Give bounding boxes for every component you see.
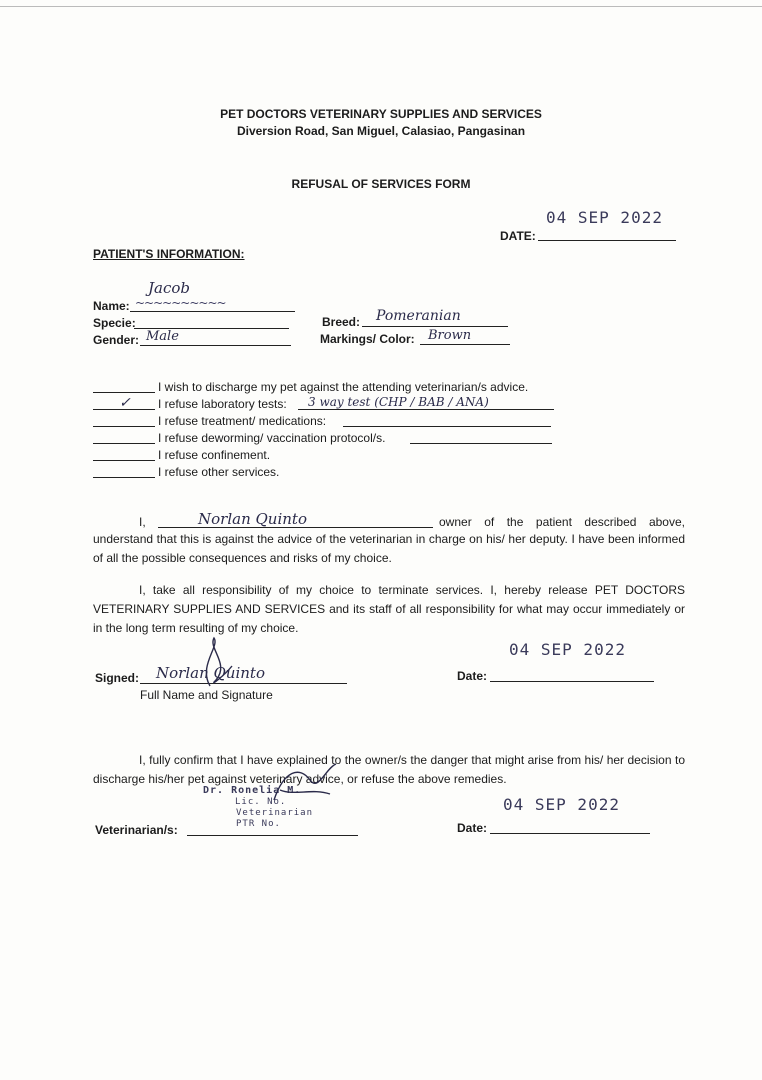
option-text: I refuse other services. xyxy=(158,465,280,479)
name-value: Jacob xyxy=(148,279,190,297)
breed-label: Breed: xyxy=(322,315,361,329)
signed-line xyxy=(140,683,347,684)
gender-line xyxy=(140,345,291,346)
option-row xyxy=(93,431,563,448)
options-list xyxy=(93,380,563,482)
breed-value: Pomeranian xyxy=(376,308,461,324)
gender-label: Gender: xyxy=(93,333,140,347)
scan-edge-line xyxy=(0,6,762,7)
option-blank[interactable] xyxy=(93,443,155,444)
vet-line xyxy=(187,835,358,836)
vet-label: Veterinarian/s: xyxy=(95,823,178,837)
signed-date-line xyxy=(490,681,654,682)
vet-date-stamp: 04 SEP 2022 xyxy=(503,795,620,814)
patient-section-label: PATIENT'S INFORMATION: xyxy=(93,247,245,261)
vet-stamp-role: Veterinarian xyxy=(236,808,314,818)
date-label: DATE: xyxy=(500,229,536,243)
option-text: I wish to discharge my pet against the attending veterinarian/s advice. xyxy=(158,380,529,394)
owner-name-value: Norlan Quinto xyxy=(198,510,307,528)
option-row xyxy=(93,448,563,465)
option-fill-line xyxy=(410,443,552,444)
option-blank[interactable] xyxy=(93,392,155,393)
option-blank[interactable] xyxy=(93,426,155,427)
date-stamp: 04 SEP 2022 xyxy=(546,208,663,227)
option-row xyxy=(93,397,563,414)
vet-date-line xyxy=(490,833,650,834)
statement1-tail: owner of the patient described above, xyxy=(439,515,685,529)
markings-label: Markings/ Color: xyxy=(320,332,415,346)
option-text: I refuse deworming/ vaccination protocol/s. xyxy=(158,431,386,445)
signature-mark xyxy=(190,636,240,692)
gender-value: Male xyxy=(146,329,179,344)
option-blank[interactable] xyxy=(93,477,155,478)
option-fill-line xyxy=(298,409,554,410)
statement2: I, take all responsibility of my choice to terminate services. I, hereby release PET DOCTORS VETERINARY SUPPLIES AND SERVICES and its staff of all responsibility for what may occur immediately or in the long term resulting of my choice. xyxy=(93,583,685,635)
vet-signature-mark xyxy=(270,760,340,810)
option-blank[interactable] xyxy=(93,460,155,461)
option-row xyxy=(93,465,563,482)
statement3: I, fully confirm that I have explained to the owner/s the danger that might arise from his/ her decision to discharge his/her pet against veterinary advice, or refuse the above remedies. xyxy=(93,753,685,786)
signed-label: Signed: xyxy=(95,671,139,685)
name-label: Name: xyxy=(93,299,130,313)
statement1-body: understand that this is against the advice of the veterinarian in charge on his/ her deputy. I have been informed of all the possible consequences and risks of my choice. xyxy=(93,532,685,565)
breed-line xyxy=(362,326,508,327)
option-row xyxy=(93,414,563,431)
name-scribble: ~~~~~~~~~~ xyxy=(135,296,226,310)
option-text: I refuse laboratory tests: xyxy=(158,397,287,411)
option-text: I refuse confinement. xyxy=(158,448,271,462)
vet-stamp-ptr: PTR No. xyxy=(236,819,281,829)
signed-date-label: Date: xyxy=(457,669,488,683)
markings-value: Brown xyxy=(428,328,472,343)
option-text: I refuse treatment/ medications: xyxy=(158,414,327,428)
signed-value: Norlan Quinto xyxy=(156,664,265,682)
date-line xyxy=(538,240,676,241)
vet-date-label: Date: xyxy=(457,821,488,835)
specie-label: Specie: xyxy=(93,316,136,330)
option-fill: 3 way test (CHP / BAB / ANA) xyxy=(308,395,489,409)
option-check: ✓ xyxy=(119,395,131,411)
signed-caption: Full Name and Signature xyxy=(140,688,273,702)
signed-date-stamp: 04 SEP 2022 xyxy=(509,640,626,659)
option-fill-line xyxy=(343,426,551,427)
markings-line xyxy=(420,344,510,345)
statement1-i: I, xyxy=(139,515,146,529)
form-title: REFUSAL OF SERVICES FORM xyxy=(291,177,471,191)
vet-stamp-name: Dr. Ronelia M. xyxy=(203,785,302,796)
org-name: PET DOCTORS VETERINARY SUPPLIES AND SERVICES xyxy=(220,107,542,121)
name-line xyxy=(130,311,295,312)
org-address: Diversion Road, San Miguel, Calasiao, Pangasinan xyxy=(236,124,526,138)
vet-stamp-lic: Lic. No. xyxy=(235,797,287,807)
